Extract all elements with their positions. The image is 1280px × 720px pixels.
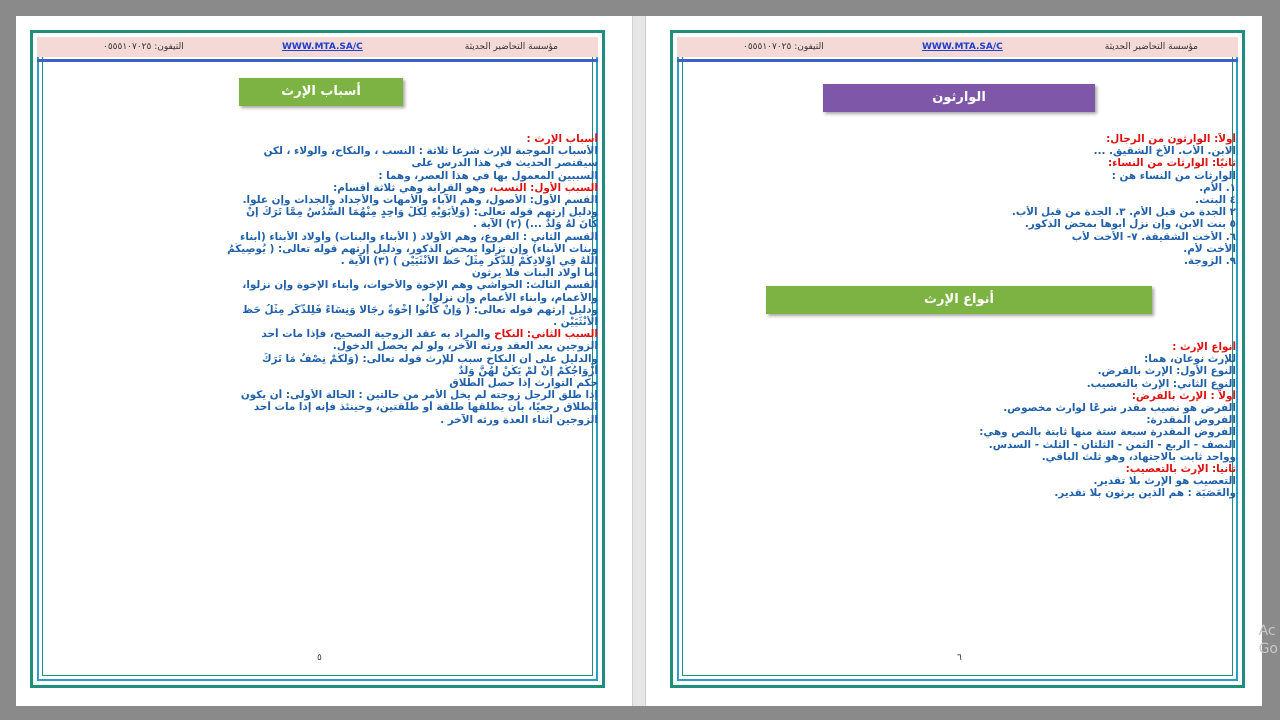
text-line: ثانيًا: الوارثات من النساء:: [1107, 157, 1236, 170]
activation-watermark: Ac Go: [1258, 623, 1278, 657]
text-line-heading: السبب الأول: النسب،: [489, 181, 598, 194]
text-line: والأعمام، وأبناء الأعمام وإن نزلوا .: [421, 291, 598, 304]
text-line: أولاً : الإرث بالفرض:: [1131, 389, 1236, 402]
header-phone: التيفون: ٠٥٥٥١٠٧٠٢٥: [103, 42, 184, 52]
text-line: ٤ البنت.: [1195, 194, 1236, 207]
header-rule: [677, 59, 1238, 62]
text-line: للإرث نوعان، هما:: [1144, 353, 1236, 366]
text-line: النوع الأول: الإرث بالفرض.: [1097, 365, 1236, 378]
text-line: والدليل على أن النكاح سبب للإرث قوله تعالى: (وَلَكُمْ نِصْفُ مَا تَرَكَ: [261, 352, 598, 365]
page-gutter: [632, 16, 646, 706]
text-line: الفرض هو نصيب مقدر شرعًا لوارث مخصوص.: [1003, 402, 1236, 415]
header-org: مؤسسة التحاضير الحديثة: [1104, 42, 1198, 52]
text-line: النوع الثاني: الإرث بالتعصيب.: [1086, 377, 1236, 390]
text-line: حكم التوارث إذا حصل الطلاق: [449, 377, 598, 390]
text-line: وواحد ثابت بالاجتهاد، وهو ثلث الباقي.: [1041, 450, 1236, 463]
text-line: القسم الثاني : الفروع، وهم الأولاد ( الأبناء والبنات) وأولاد الأبناء (أبناء: [240, 230, 598, 243]
text-line: إذا طلق الرجل زوجته لم يخل الأمر من حالتين : الحالة الأولى: أن يكون: [240, 389, 598, 402]
section-banner-inheritance-causes: أسباب الإرث: [239, 78, 403, 106]
page-6: [670, 30, 1245, 688]
text-line: أسباب الإرث :: [526, 133, 598, 145]
page-number: ٦: [957, 653, 962, 663]
text-line: الأسباب الموجبة للإرث شرعاً ثلاثة : النسب ، والنكاح، والولاء ، لكن: [263, 145, 598, 158]
text-line: ٦. الأخت الشقيقة. ٧- الأخت لأب: [1071, 230, 1236, 243]
text-line: ٩. الزوجة.: [1183, 255, 1236, 268]
text-line: الفروض المقدرة:: [1146, 414, 1236, 427]
text-line: القسم الأول: الأصول، وهم الآباء والأمهات والأجداد والجدات وإن علوا.: [242, 194, 598, 207]
text-line: ودليل إرثهم قوله تعالى: ( وَإِنْ كَانُوا إِخْوَةً رِجَالًا وَنِسَاءً فَلِلذَّكَرِ مِثْلُ حَظِّ: [242, 303, 598, 316]
text-line: أنواع الإرث :: [1172, 341, 1236, 353]
text-line-rest: وهو القرابة وهي ثلاثة أقسام:: [333, 181, 490, 194]
text-line: ١. الأم.: [1199, 181, 1236, 194]
text-line: سيقتصر الحديث في هذا الدرس على: [411, 157, 598, 170]
text-line: والعَصَبَة : هم الذين يرثون بلا تقدير.: [1054, 487, 1236, 500]
left-page-body: [53, 133, 598, 426]
section-banner-heirs: الوارثون: [823, 84, 1095, 112]
right-page-heirs-body: [693, 133, 1236, 267]
text-line: اللَّهُ فِي أَوْلَادِكُمْ لِلذَّكَرِ مِثْلُ حَظِّ الْأُنْثَيَيْنِ ) (٣) الآية .: [340, 255, 598, 268]
section-banner-inheritance-types: أنواع الإرث: [766, 286, 1152, 314]
text-line: القسم الثالث: الحواشي وهم الإخوة والأخوات، وأبناء الإخوة وإن نزلوا،: [242, 279, 598, 292]
text-line: كَانَ لَهُ وَلَدٌ ...) (٢) الآية .: [473, 218, 598, 231]
text-line-heading: السبب الثاني: النكاح: [494, 328, 598, 341]
text-line: الابن. الأب. الأخ الشقيق. ...: [1093, 145, 1236, 158]
text-line-rest: والمراد به عقد الزوجية الصحيح، فإذا مات أحد: [261, 328, 495, 341]
text-line: الوارثات من النساء هن :: [1111, 169, 1236, 182]
text-line: الْأُنْثَيَيْنِ .: [553, 316, 598, 329]
header-phone: التيفون: ٠٥٥٥١٠٧٠٢٥: [743, 42, 824, 52]
text-line: ٥ بنت الابن، وإن نزل أبوها بمحض الذكور.: [1024, 218, 1236, 231]
text-line: الفروض المقدرة سبعة ستة منها ثابتة بالنص وهي:: [979, 426, 1236, 439]
text-line: الزوجين بعد العقد ورثه الآخر، ولو لم يحصل الدخول.: [332, 340, 598, 353]
text-line: التعصيب هو الإرث بلا تقدير.: [1093, 475, 1236, 488]
text-line: ٢ الجدة من قبل الأم. ٣. الجدة من قبل الأب.: [1011, 206, 1236, 219]
header-website-link[interactable]: WWW.MTA.SA/C: [282, 42, 363, 52]
text-line: [53, 328, 598, 340]
text-line: النصف - الربع - الثمن - الثلثان - الثلث - السدس.: [988, 438, 1236, 451]
text-line: ثانيا: الإرث بالتعصيب:: [1125, 463, 1236, 476]
page-5: [30, 30, 605, 688]
text-line: أَزْوَاجُكُمْ إِنْ لَمْ يَكُنْ لَهُنَّ وَلَدٌ: [458, 364, 598, 377]
right-page-types-body: [693, 341, 1236, 500]
text-line: [53, 182, 598, 194]
header-org: مؤسسة التحاضير الحديثة: [464, 42, 558, 52]
text-line: أولاً: الوارثون من الرجال:: [1106, 133, 1236, 145]
header-website-link[interactable]: WWW.MTA.SA/C: [922, 42, 1003, 52]
text-line: الأخت لأم.: [1183, 242, 1236, 255]
text-line: الطلاق رجعيًا، بأن يطلقها طلقة أو طلقتين، وحينئذ فإنه إذا مات أحد: [253, 401, 598, 414]
text-line: أما أولاد البنات فلا يرثون: [471, 267, 598, 280]
page-number: ٥: [317, 653, 322, 663]
page-header: [677, 37, 1238, 57]
text-line: السببين المعمول بها في هذا العصر، وهما :: [378, 169, 598, 182]
text-line: ودليل إرثهم قوله تعالى: (وَلِأَبَوَيْهِ لِكُلِّ وَاحِدٍ مِنْهُمَا السُّدُسُ مِمَّا تَرَكَ إِنْ: [246, 206, 598, 219]
text-line: الزوجين أثناء العدة ورثه الآخر .: [440, 413, 598, 426]
text-line: وبنات الأبناء) وإن نزلوا بمحض الذكور، ودليل إرثهم قوله تعالى: ( يُوصِيكُمُ: [227, 242, 598, 255]
header-rule: [37, 59, 598, 62]
page-header: [37, 37, 598, 57]
